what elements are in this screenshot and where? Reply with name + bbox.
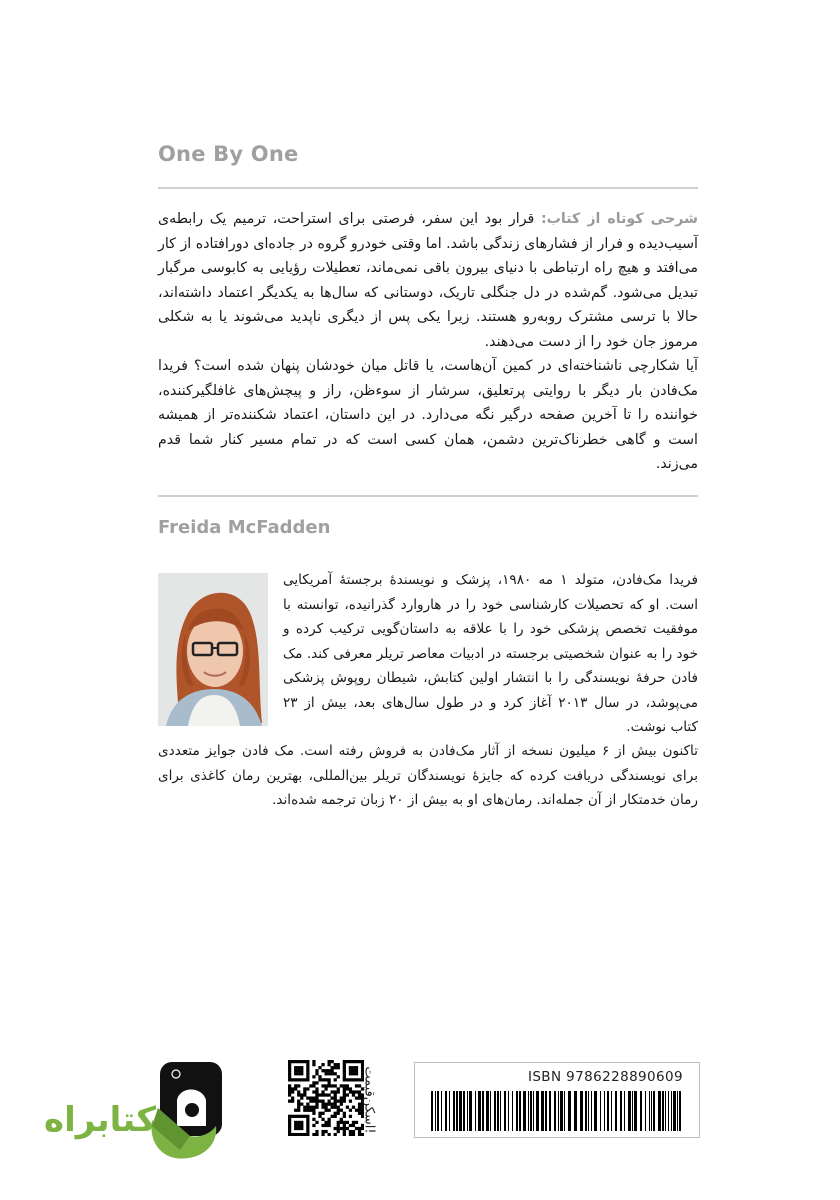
divider-top	[158, 187, 698, 189]
book-title-english: One By One	[158, 142, 299, 166]
author-bio-part-2: تاکنون بیش از ۶ میلیون نسخه از آثار مک‌فادن به فروش رفته است. مک فادن جوایز متعددی برای نویسندگی دریافت کرده که جایزهٔ نویسندگان تریلر بین‌المللی، بهترین رمان کاغذی برای رمان خدمتکار از آن جمله‌اند. رمان‌های او به بیش از ۲۰ زبان ترجمه شده‌اند.	[158, 743, 698, 808]
synopsis-text-1: قرار بود این سفر، فرصتی برای استراحت، ترمیم یک رابطه‌ی آسیب‌دیده و فرار از فشارهای زندگی باشد. اما وقتی خودرو گروه در جاده‌ای دورافتاده از کار می‌افتد و هیچ راه ارتباطی با دنیای بیرون باقی نمی‌ماند، تعطیلات رؤیایی به کابوسی مرگبار تبدیل می‌شود. گم‌شده در دل جنگلی تاریک، دوستانی که سال‌ها به یکدیگر اعتماد داشته‌اند، حالا با ترسی مشترک روبه‌رو هستند. زیرا یکی پس از دیگری ناپدید می‌شوند یا به شکلی مرموز جان خود را از دست می‌دهند.	[158, 211, 698, 350]
synopsis	[158, 207, 698, 477]
author-photo	[158, 573, 268, 726]
barcode	[429, 1091, 685, 1131]
brand-name: کتابراه	[44, 1100, 157, 1140]
synopsis-paragraph-2: آیا شکارچی ناشناخته‌ای در کمین آن‌هاست، یا قاتل میان خودشان پنهان شده است؟ فریدا مک‌فادن بار دیگر با روایتی پرتعلیق، سرشار از سوءظن، راز و پیچش‌های غافلگیرکننده، خواننده را تا آخرین صفحه درگیر نگه می‌دارد. در این داستان، اعتماد شکننده‌تر از همیشه است و گاهی خطرناک‌ترین دشمن، همان کسی است که در تمام مسیر کنار شما قدم می‌زند.	[158, 358, 698, 472]
isbn-barcode-box	[414, 1062, 700, 1138]
synopsis-lead: شرحی کوتاه از کتاب:	[540, 211, 698, 227]
qr-code[interactable]	[288, 1060, 364, 1140]
scan-price-label: اسکن‌قیمت!	[361, 1066, 377, 1134]
author-name-english: Freida McFadden	[158, 517, 331, 538]
synopsis-paragraph-1	[158, 207, 698, 354]
author-bio-part-1: فریدا مک‌فادن، متولد ۱ مه ۱۹۸۰، پزشک و نویسندهٔ برجستهٔ آمریکایی است. او که تحصیلات کارشناسی خود را در هاروارد گذرانیده، توانسته با موفقیت تخصص پزشکی خود را با علاقه به داستان‌گویی ترکیب کرده و خود را به عنوان شخصیتی برجسته در ادبیات معاصر تریلر معرفی کند. مک فادن حرفهٔ نویسندگی را با انتشار اولین کتابش، شیطان روپوش پزشکی می‌پوشد، در سال ۲۰۱۳ آغاز کرد و در طول سال‌های بعد، بیش از ۲۳ کتاب نوشت.	[283, 572, 698, 735]
divider-middle	[158, 495, 698, 497]
ketabrah-logo	[40, 1060, 230, 1180]
isbn-number: ISBN 9786228890609	[527, 1069, 683, 1085]
